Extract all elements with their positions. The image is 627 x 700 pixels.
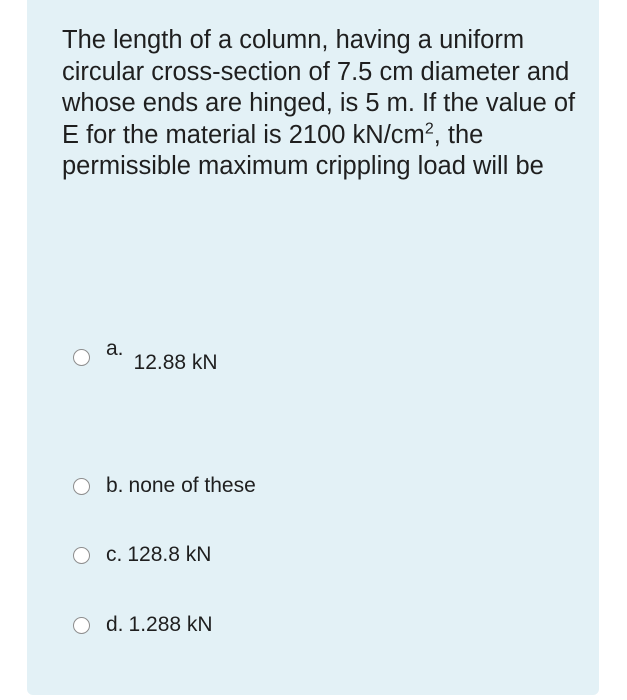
- radio-button-d[interactable]: [73, 617, 90, 634]
- question-text-main: The length of a column, having a uniform circular cross-section of 7.5 cm diameter and whose ends are hinged, is 5 m. If the value of E for the material is 2100 kN/cm: [62, 26, 576, 149]
- option-c-letter: c.: [106, 543, 123, 566]
- question-text-end: , the permissible maximum crippling load will be: [62, 120, 544, 180]
- option-d[interactable]: [73, 613, 213, 637]
- option-d-letter: d.: [106, 613, 124, 636]
- option-b-label: none of these: [128, 474, 256, 497]
- radio-button-a[interactable]: [73, 349, 90, 366]
- option-c[interactable]: [73, 543, 211, 567]
- option-d-label: 1.288 kN: [128, 613, 213, 636]
- option-b-letter: b.: [106, 474, 124, 497]
- option-a-letter: a.: [106, 337, 124, 360]
- option-a-label: 12.88 kN: [133, 351, 218, 374]
- option-b[interactable]: [73, 474, 256, 498]
- radio-button-b[interactable]: [73, 478, 90, 495]
- radio-button-c[interactable]: [73, 547, 90, 564]
- question-text: [62, 25, 582, 183]
- option-c-label: 128.8 kN: [127, 543, 212, 566]
- question-card: [27, 0, 599, 695]
- superscript-exponent: 2: [424, 120, 434, 137]
- option-a[interactable]: [73, 337, 218, 374]
